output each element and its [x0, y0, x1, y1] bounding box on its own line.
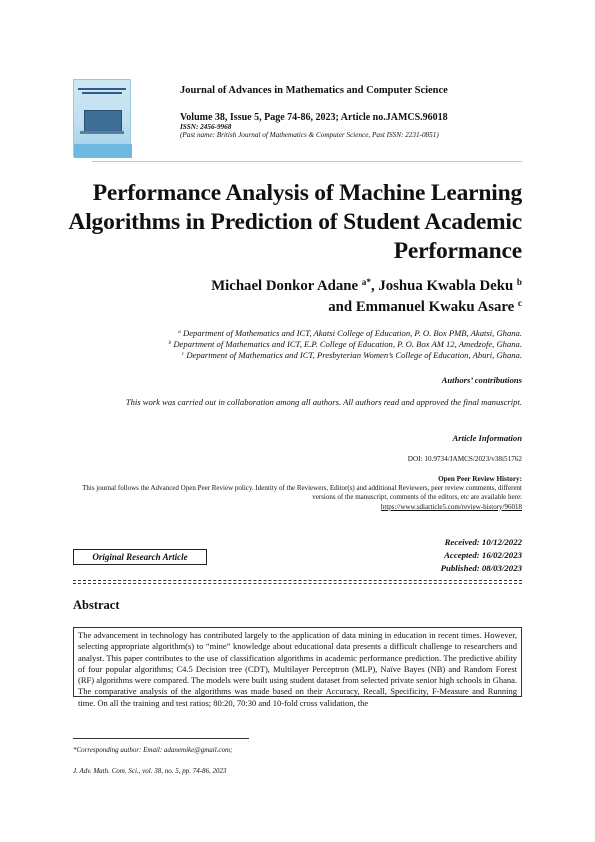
footnote-divider [73, 738, 249, 739]
accepted-date: Accepted: 16/02/2023 [444, 550, 522, 560]
past-name: (Past name: British Journal of Mathematics & Computer Science, Past ISSN: 2231-0851) [180, 131, 439, 139]
abstract-box: The advancement in technology has contributed largely to the application of data mining in education in recent times. However, selecting appropriate algorithm(s) to “mine” knowledge about educational data presents a difficult challenge to researchers and analyst. This paper contributes to the use of classification algorithms in academic performance prediction. The predictive ability of four popular algorithms; C4.5 Decision tree (CDT), Multilayer Perceptron (MLP), Naïve Bayes (NB) and Random Forest (RF) algorithms were compared. The models were built using student dataset from selected private senior high schools in Ghana. The comparative analysis of the algorithms was made based on their Accuracy, Recall, Specificity, F-Measure and Running time. On all the training and test ratios; 80:20, 70:30 and 10-fold cross validation, the [73, 627, 522, 697]
cover-footer-strip [74, 144, 132, 158]
affiliation-item: $^b$ Department of Mathematics and ICT, E.P. College of Education, P. O. Box AM 12, Amedzofe, Ghana. [168, 339, 522, 350]
affiliation-item: $^a$ Department of Mathematics and ICT, Akatsi College of Education, P. O. Box PMB, Akatsi, Ghana. [178, 328, 522, 338]
corresponding-author: *Corresponding author: Email: adanemike@gmail.com; [73, 746, 233, 754]
peer-review-heading: Open Peer Review History: [438, 475, 522, 483]
author-affiliation-mark: a* [361, 276, 371, 287]
header-divider [92, 161, 522, 162]
volume-line: Volume 38, Issue 5, Page 74-86, 2023; Article no.JAMCS.96018 [180, 112, 448, 123]
author-name: Michael Donkor Adane [211, 278, 359, 294]
article-dates [441, 536, 522, 575]
author-name: Emmanuel Kwaku Asare [355, 299, 515, 315]
journal-cover-thumbnail [73, 79, 131, 157]
article-title: Performance Analysis of Machine Learning Algorithms in Prediction of Student Academic Performance [68, 180, 522, 264]
peer-review-link[interactable]: https://www.sdiarticle5.com/review-history/96018 [380, 502, 522, 511]
affiliation-list [52, 328, 522, 362]
journal-name: Journal of Advances in Mathematics and Computer Science [180, 85, 448, 96]
peer-review-note [62, 484, 522, 512]
cover-title-bar [78, 88, 126, 90]
doi: DOI: 10.9734/JAMCS/2023/v38i51762 [407, 455, 522, 463]
published-date: Published: 08/03/2023 [440, 563, 522, 573]
author-affiliation-mark: c [517, 297, 522, 308]
article-info-heading: Article Information [452, 433, 522, 443]
author-list: Michael Donkor Adane $^{a*}$, Joshua Kwabla Deku $^b$ and Emmanuel Kwaku Asare $^c$ [211, 276, 522, 315]
peer-review-text: This journal follows the Advanced Open Peer Review policy. Identity of the Reviewers, Editor(s) and additional Reviewers, peer review comments, different versions of the manuscript, comments of the editors, etc are available here: [82, 484, 522, 502]
issn: ISSN: 2456-9968 [180, 123, 232, 131]
author-conjunction: and [328, 299, 353, 315]
affiliation-item: $^c$ Department of Mathematics and ICT, Presbyterian Women’s College of Education, Aburi, Ghana. [181, 350, 522, 361]
citation-footer: J. Adv. Math. Com. Sci., vol. 38, no. 5, pp. 74-86, 2023 [73, 767, 227, 775]
contributions-text: This work was carried out in collaboration among all authors. All authors read and approved the final manuscript. [125, 397, 522, 407]
article-type-badge: Original Research Article [73, 549, 207, 565]
received-date: Received: 10/12/2022 [444, 537, 522, 547]
author-name: Joshua Kwabla Deku [378, 278, 514, 294]
cover-subtitle-bar [82, 92, 122, 94]
author-affiliation-mark: b [516, 276, 522, 287]
section-divider [73, 583, 522, 584]
laptop-base [80, 131, 124, 134]
abstract-heading: Abstract [73, 598, 120, 612]
contributions-heading: Authors’ contributions [441, 375, 522, 385]
laptop-icon [84, 110, 122, 132]
section-divider [73, 580, 522, 581]
